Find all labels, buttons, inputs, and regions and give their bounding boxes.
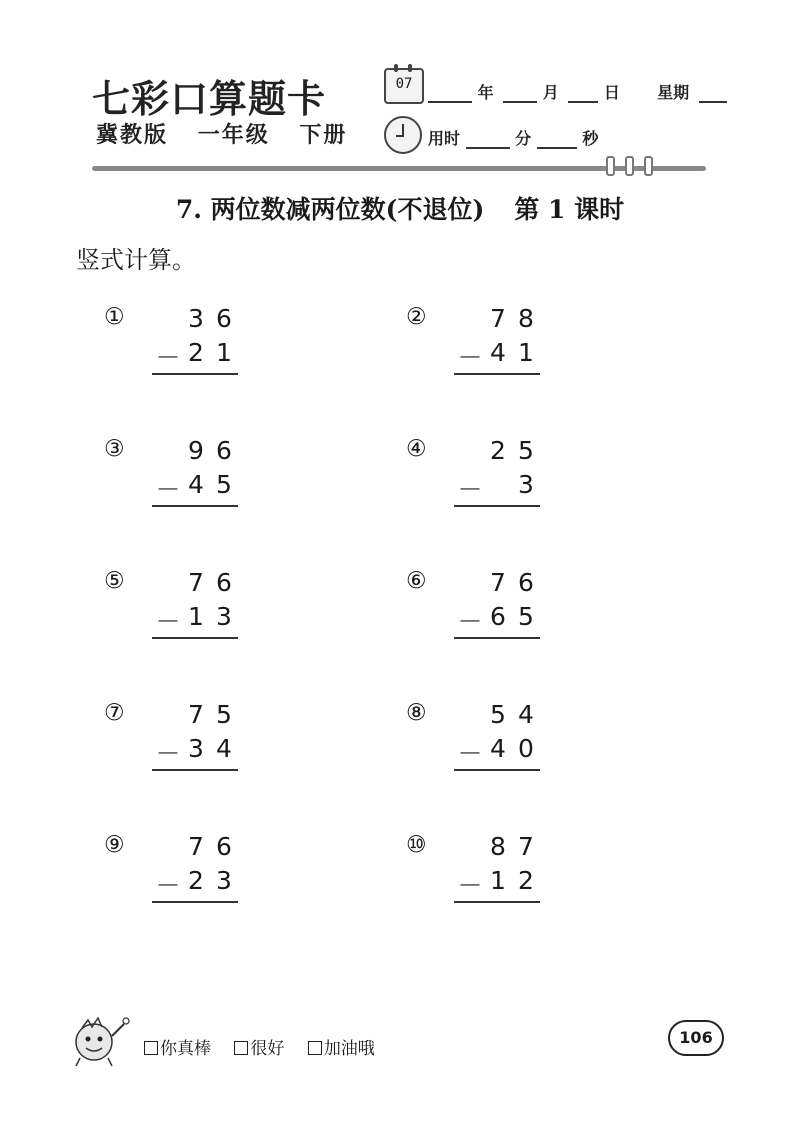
- answer-line: [152, 637, 238, 639]
- digit: 8: [518, 304, 534, 333]
- minus-sign: －: [155, 343, 181, 372]
- month-blank[interactable]: [503, 87, 537, 103]
- digit: 6: [518, 568, 534, 597]
- digit: 4: [490, 338, 506, 367]
- problem-number: ⑨: [104, 832, 125, 858]
- lesson-title: [0, 190, 800, 226]
- calendar-icon: [384, 68, 424, 104]
- rating-label: 加油哦: [323, 1039, 375, 1059]
- edition-publisher: 冀教版: [96, 123, 169, 148]
- day-label: 日: [603, 83, 620, 102]
- digit: 4: [518, 700, 534, 729]
- answer-line: [454, 637, 540, 639]
- rating-label: 很好: [250, 1039, 285, 1059]
- digit: 5: [490, 700, 506, 729]
- digit: 4: [188, 470, 204, 499]
- digit: 3: [216, 866, 232, 895]
- minutes-label: 分: [515, 129, 532, 148]
- problem-number: ⑥: [406, 568, 427, 594]
- topic-title: 7. 两位数减两位数(不退位): [175, 195, 485, 224]
- minus-sign: －: [155, 739, 181, 768]
- minus-sign: －: [457, 871, 483, 900]
- answer-line: [454, 505, 540, 507]
- answer-line: [152, 505, 238, 507]
- minus-sign: －: [457, 343, 483, 372]
- digit: 7: [518, 832, 534, 861]
- edition-volume: 下册: [299, 123, 348, 148]
- digit: 5: [518, 436, 534, 465]
- minus-sign: －: [155, 607, 181, 636]
- brand-title: 七彩口算题卡: [92, 76, 327, 121]
- date-fields: [428, 80, 727, 103]
- mascot-icon: [68, 1012, 132, 1068]
- digit: 2: [490, 436, 506, 465]
- rating-option-good[interactable]: [234, 1039, 284, 1059]
- problem-number: ⑩: [406, 832, 427, 858]
- problem-number: ④: [406, 436, 427, 462]
- digit: 7: [490, 568, 506, 597]
- digit: 3: [216, 602, 232, 631]
- minus-sign: －: [457, 475, 483, 504]
- checkbox-icon[interactable]: [234, 1041, 248, 1055]
- problem-8: [406, 700, 606, 800]
- problem-5: [104, 568, 304, 668]
- page-number: 106: [668, 1020, 724, 1056]
- seconds-label: 秒: [582, 129, 599, 148]
- digit: 6: [216, 832, 232, 861]
- calendar-day: 07: [395, 76, 413, 92]
- digit: 2: [518, 866, 534, 895]
- minus-sign: －: [457, 607, 483, 636]
- problem-9: [104, 832, 304, 932]
- seconds-blank[interactable]: [537, 133, 577, 149]
- problem-number: ⑧: [406, 700, 427, 726]
- digit: 5: [518, 602, 534, 631]
- digit: 6: [216, 568, 232, 597]
- digit: 4: [216, 734, 232, 763]
- instruction-text: 竖式计算。: [76, 246, 196, 274]
- binder-rings-icon: [606, 156, 663, 180]
- rating-option-keep-going[interactable]: [308, 1039, 375, 1059]
- digit: 6: [490, 602, 506, 631]
- self-rating: [144, 1034, 393, 1059]
- digit: 5: [216, 700, 232, 729]
- digit: 7: [188, 568, 204, 597]
- problem-number: ②: [406, 304, 427, 330]
- digit: 4: [490, 734, 506, 763]
- digit: 3: [518, 470, 534, 499]
- weekday-blank[interactable]: [699, 87, 727, 103]
- minus-sign: －: [155, 871, 181, 900]
- day-blank[interactable]: [568, 87, 598, 103]
- problem-number: ①: [104, 304, 125, 330]
- digit: 7: [188, 832, 204, 861]
- month-label: 月: [542, 83, 559, 102]
- minutes-blank[interactable]: [466, 133, 510, 149]
- digit: 3: [188, 734, 204, 763]
- digit: 7: [490, 304, 506, 333]
- checkbox-icon[interactable]: [308, 1041, 322, 1055]
- digit: 6: [216, 304, 232, 333]
- digit: 1: [216, 338, 232, 367]
- answer-line: [152, 901, 238, 903]
- problem-4: [406, 436, 606, 536]
- digit: 3: [188, 304, 204, 333]
- rating-label: 你真棒: [160, 1039, 211, 1059]
- problem-1: [104, 304, 304, 404]
- digit: 0: [518, 734, 534, 763]
- answer-line: [454, 901, 540, 903]
- year-blank[interactable]: [428, 87, 472, 103]
- problem-7: [104, 700, 304, 800]
- digit: 2: [188, 338, 204, 367]
- problem-number: ⑤: [104, 568, 125, 594]
- problem-number: ③: [104, 436, 125, 462]
- digit: 6: [216, 436, 232, 465]
- answer-line: [152, 769, 238, 771]
- answer-line: [152, 373, 238, 375]
- digit: 9: [188, 436, 204, 465]
- problem-2: [406, 304, 606, 404]
- edition-grade: 一年级: [197, 123, 270, 148]
- rating-option-great[interactable]: [144, 1039, 211, 1059]
- clock-icon: [384, 116, 422, 154]
- digit: 1: [518, 338, 534, 367]
- checkbox-icon[interactable]: [144, 1041, 158, 1055]
- digit: 5: [216, 470, 232, 499]
- digit: 1: [188, 602, 204, 631]
- time-used-label: 用时: [428, 129, 461, 148]
- digit: 2: [188, 866, 204, 895]
- lesson-number: 第 1 课时: [514, 195, 625, 224]
- answer-line: [454, 373, 540, 375]
- time-fields: [428, 126, 598, 149]
- digit: 1: [490, 866, 506, 895]
- year-label: 年: [477, 83, 494, 102]
- answer-line: [454, 769, 540, 771]
- minus-sign: －: [457, 739, 483, 768]
- edition-info: [96, 118, 367, 149]
- weekday-label: 星期: [657, 83, 690, 102]
- digit: 7: [188, 700, 204, 729]
- problem-10: [406, 832, 606, 932]
- minus-sign: －: [155, 475, 181, 504]
- problem-3: [104, 436, 304, 536]
- problem-6: [406, 568, 606, 668]
- problem-number: ⑦: [104, 700, 125, 726]
- digit: 8: [490, 832, 506, 861]
